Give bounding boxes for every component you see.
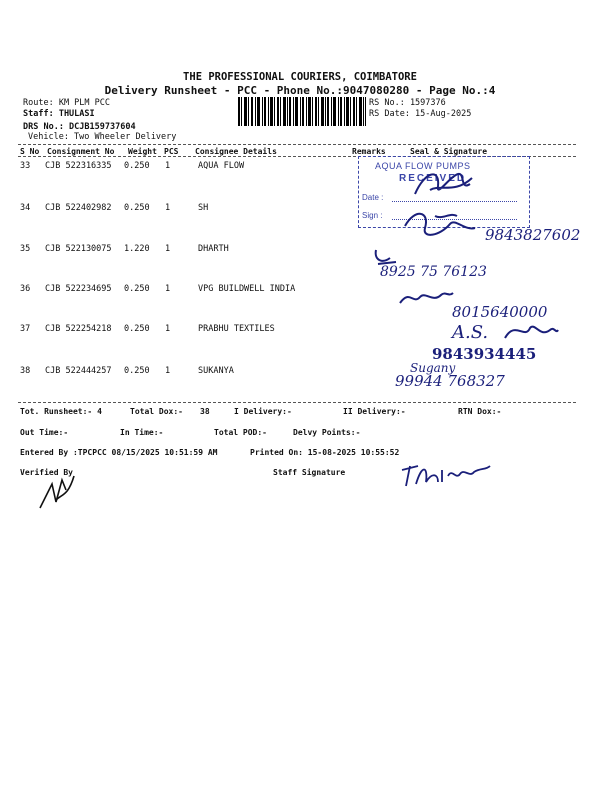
row-sno: 34 [20,203,31,213]
col-seal: Seal & Signature [410,147,488,156]
rtn-dox: RTN Dox:- [458,407,502,416]
stamp-date-label: Date : [362,193,384,202]
out-time: Out Time:- [20,428,69,437]
row-consignee: DHARTH [198,244,229,254]
row-pcs: 1 [165,161,171,171]
row-consignee: SUKANYA [198,366,234,376]
row37-phone: 9843934445 [432,345,537,363]
row-weight: 0.250 [124,324,150,334]
route-label: Route: KM PLM PCC [23,98,110,108]
rs-number: RS No.: 1597376 [369,98,446,108]
row-pcs: 1 [165,284,171,294]
drs-label: DRS No.: DCJB159737604 [23,122,136,132]
tot-runsheet: Tot. Runsheet:- 4 [20,407,102,416]
col-weight: Weight [128,147,157,156]
barcode [238,97,366,126]
stamp-sign-label: Sign : [362,211,383,220]
ii-delivery: II Delivery:- [343,407,406,416]
row35-phone: 8925 75 76123 [380,264,487,280]
col-remarks: Remarks [352,147,386,156]
row-consignment: CJB 522254218 [45,324,112,334]
row-consignment: CJB 522234695 [45,284,112,294]
row-weight: 0.250 [124,203,150,213]
row-sno: 36 [20,284,31,294]
row-sno: 35 [20,244,31,254]
total-pod: Total POD:- [214,428,267,437]
rs-date: RS Date: 15-Aug-2025 [369,109,472,119]
row-weight: 0.250 [124,161,150,171]
row-consignee: VPG BUILDWELL INDIA [198,284,296,294]
printed-on: Printed On: 15-08-2025 10:55:52 [250,448,400,457]
row-pcs: 1 [165,366,171,376]
row-weight: 1.220 [124,244,150,254]
row-pcs: 1 [165,244,171,254]
row-consignee: AQUA FLOW [198,161,245,171]
col-pcs: PCS [164,147,179,156]
signature-scribble [395,206,485,246]
row-weight: 0.250 [124,284,150,294]
row38-phone: 99944 768327 [395,372,505,390]
col-consignment: Consignment No [47,147,115,156]
runsheet-subtitle: Delivery Runsheet - PCC - Phone No.:9047080280 - Page No.:4 [104,84,496,97]
col-sno: S No [20,147,40,156]
entered-by: Entered By :TPCPCC 08/15/2025 10:51:59 AM [20,448,218,457]
signature-scribble [500,318,560,344]
staff-signature [398,456,493,490]
staff-signature-label: Staff Signature [273,468,346,477]
row-pcs: 1 [165,324,171,334]
i-delivery: I Delivery:- [234,407,292,416]
signature-scribble [410,166,480,202]
row-consignment: CJB 522444257 [45,366,112,376]
row37-name: A.S. [452,322,489,343]
row-consignment: CJB 522316335 [45,161,112,171]
in-time: In Time:- [120,428,164,437]
row-consignment: CJB 522402982 [45,203,112,213]
totals-rule [18,402,576,403]
header-top-rule [18,144,576,145]
row-consignee: SH [198,203,209,213]
row-pcs: 1 [165,203,171,213]
row34-phone: 9843827602 [485,226,581,244]
row38-name: Sugany [410,361,456,375]
signature-scribble [395,285,455,309]
verifier-signature [36,470,78,512]
company-title: THE PROFESSIONAL COURIERS, COIMBATORE [183,71,417,83]
row-weight: 0.250 [124,366,150,376]
col-consignee: Consignee Details [195,147,277,156]
stamp-status: RECEIVED [399,173,467,184]
total-dox-label: Total Dox:- [130,407,183,416]
row-consignment: CJB 522130075 [45,244,112,254]
verified-by: Verified By [20,468,73,477]
vehicle-label: Vehicle: Two Wheeler Delivery [28,132,177,142]
row36-phone: 8015640000 [452,303,548,321]
total-dox-value: 38 [200,407,210,416]
row-sno: 38 [20,366,31,376]
staff-label: Staff: THULASI [23,109,95,119]
row-sno: 37 [20,324,31,334]
row-consignee: PRABHU TEXTILES [198,324,275,334]
stamp-company: AQUA FLOW PUMPS [375,161,471,171]
row-sno: 33 [20,161,31,171]
delvy-points: Delvy Points:- [293,428,361,437]
